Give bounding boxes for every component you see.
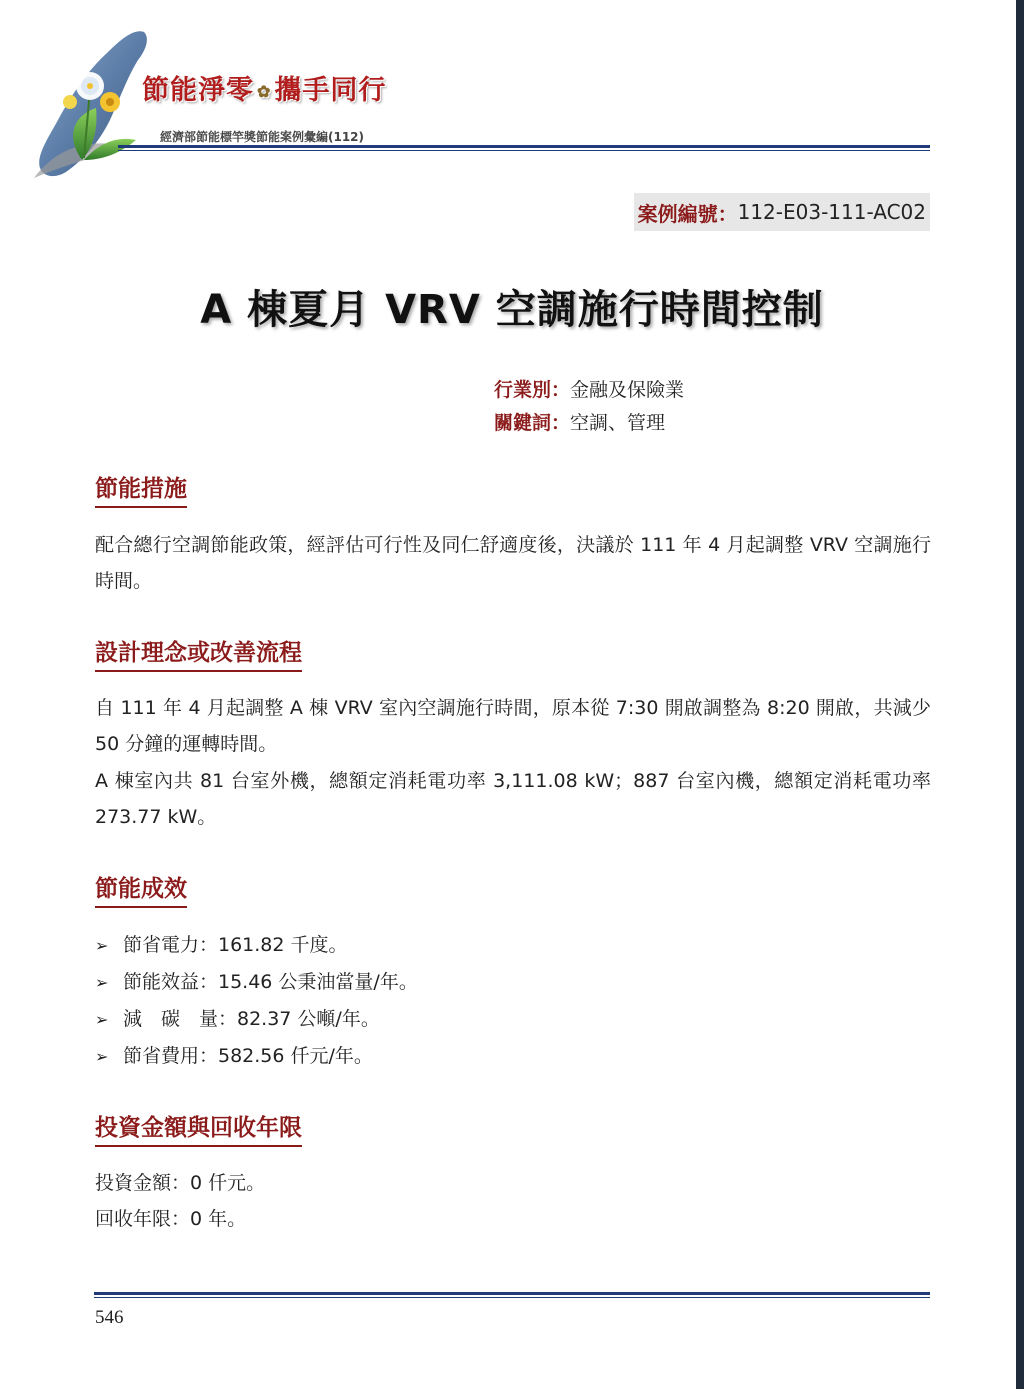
results-list [95,927,418,1075]
section-heading-design: 設計理念或改善流程 [95,638,302,672]
design-paragraph-1: 自 111 年 4 月起調整 A 棟 VRV 室內空調施行時間，原本從 7:30 開啟調整為 8:20 開啟，共減少 50 分鐘的運轉時間。 [95,697,931,755]
brand-title-part2: 攜手同行 [274,75,387,106]
arrow-bullet-icon: ➢ [95,1010,109,1029]
design-paragraph-2: A 棟室內共 81 台室外機，總額定消耗電功率 3,111.08 kW；887 台室內機，總額定消耗電功率 273.77 kW。 [95,770,931,828]
brand-title-part1: 節能淨零 [142,75,254,106]
industry-label: 行業別： [494,379,571,401]
arrow-bullet-icon: ➢ [95,1047,109,1066]
footer-rule-thin [94,1297,930,1298]
section-heading-investment: 投資金額與回收年限 [95,1113,302,1147]
page-number: 546 [95,1307,124,1328]
result-energy-benefit: 節能效益：15.46 公秉油當量/年。 [123,971,418,993]
keywords-value: 空調、管理 [570,412,666,434]
payback-period: 回收年限：0 年。 [95,1208,247,1230]
industry-value: 金融及保險業 [570,379,685,401]
list-item [95,1001,418,1038]
measures-text: 配合總行空調節能政策，經評估可行性及同仁舒適度後，決議於 111 年 4 月起調整 VRV 空調施行時間。 [95,534,931,592]
header-rule [118,145,930,148]
case-number-box [634,193,930,231]
list-item [95,964,418,1001]
case-number-label: 案例編號： [637,201,738,226]
page-right-border [1016,0,1024,1389]
result-carbon-reduction: 減 碳 量：82.37 公噸/年。 [123,1008,380,1030]
keywords-line [494,408,665,435]
case-number-value: 112-E03-111-AC02 [737,200,926,224]
header-rule-thin [118,150,930,151]
keywords-label: 關鍵詞： [494,412,571,434]
flower-bullet-icon: ✿ [257,82,272,101]
brand-subtitle: 經濟部節能標竿獎節能案例彙編(112) [160,130,365,144]
section-heading-results: 節能成效 [95,874,187,908]
investment-amount: 投資金額：0 仟元。 [95,1172,266,1194]
page-title: A 棟夏月 VRV 空調施行時間控制 [200,287,824,333]
result-electricity: 節省電力：161.82 千度。 [123,934,348,956]
arrow-bullet-icon: ➢ [95,936,109,955]
arrow-bullet-icon: ➢ [95,973,109,992]
brand-title [142,68,386,107]
industry-line [494,375,684,402]
footer-rule [94,1292,930,1295]
result-cost-saving: 節省費用：582.56 仟元/年。 [123,1045,373,1067]
list-item [95,927,418,964]
list-item [95,1038,418,1075]
section-heading-measures: 節能措施 [95,474,187,508]
